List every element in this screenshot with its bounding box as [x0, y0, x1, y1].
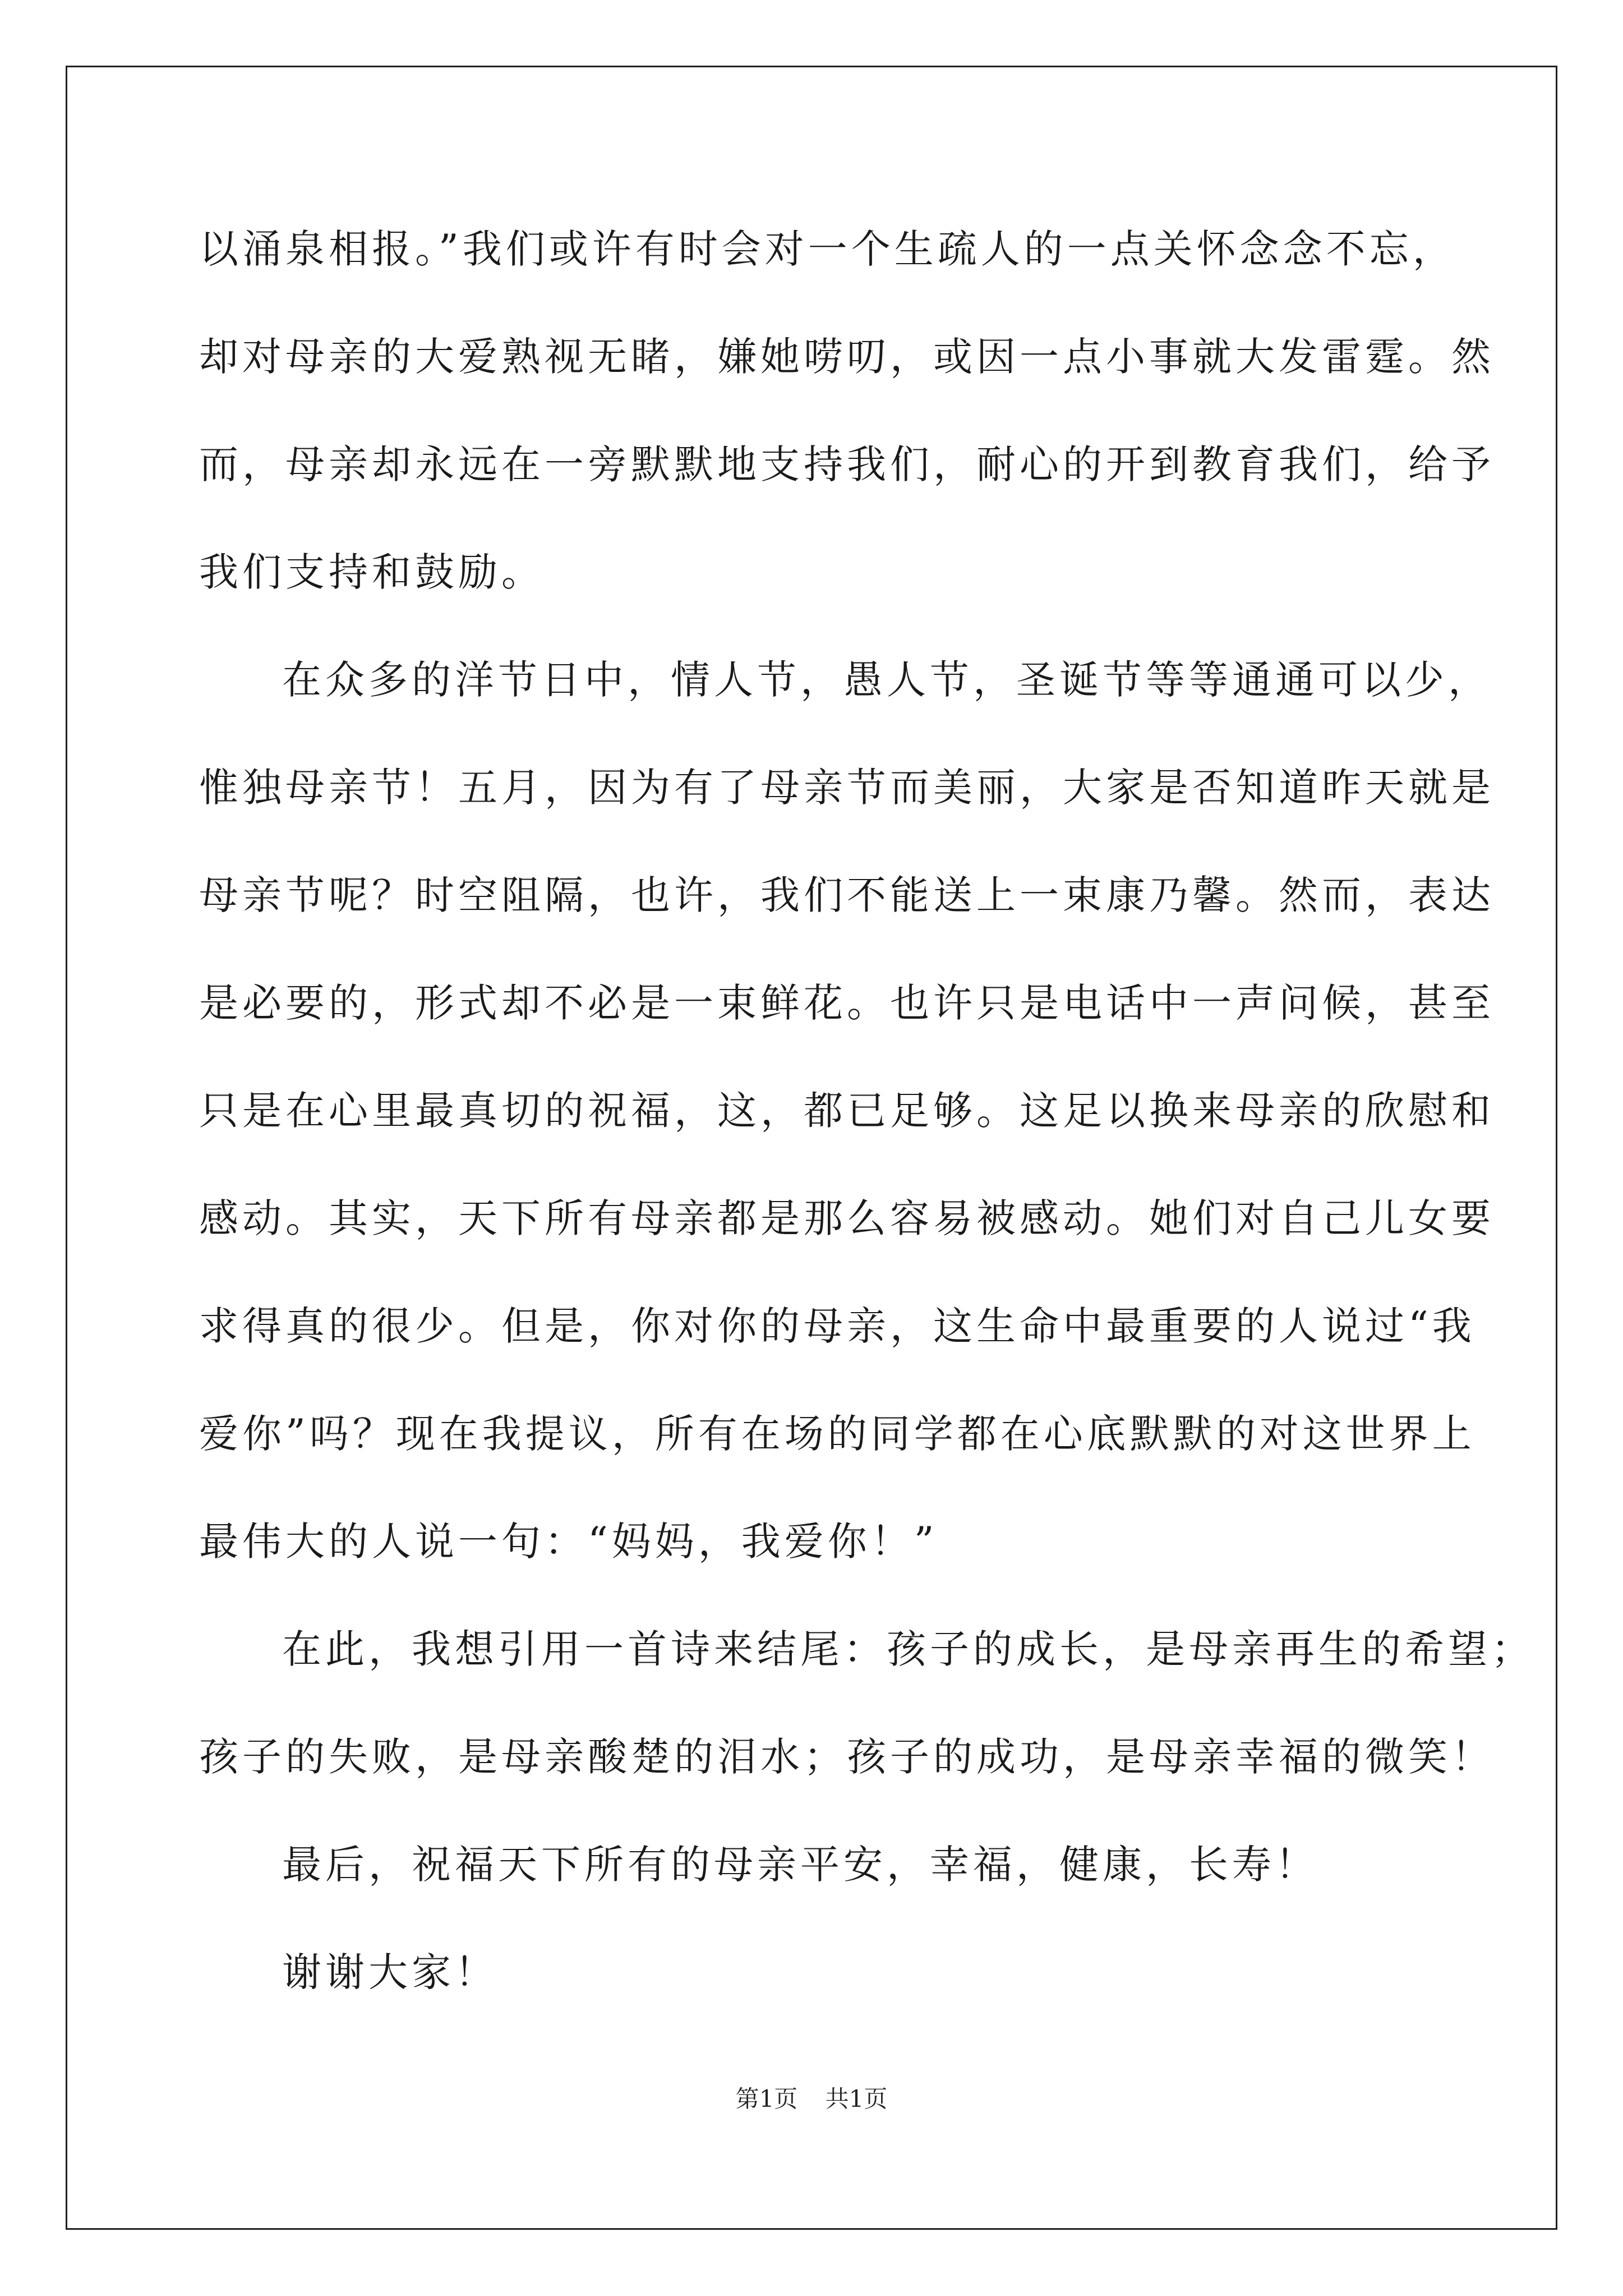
paragraph-first-line: 在此，我想引用一首诗来结尾：孩子的成长，是母亲再生的希望；	[282, 1626, 1534, 1672]
text-line: 最伟大的人说一句：“妈妈，我爱你！”	[199, 1519, 938, 1565]
text-line: 却对母亲的大爱熟视无睹，嫌她唠叨，或因一点小事就大发雷霆。然	[199, 334, 1495, 380]
text-line: 是必要的，形式却不必是一束鲜花。也许只是电话中一声问候，甚至	[199, 980, 1495, 1026]
text-line: 只是在心里最真切的祝福，这，都已足够。这足以换来母亲的欣慰和	[199, 1088, 1495, 1134]
paragraph-first-line: 最后，祝福天下所有的母亲平安，幸福，健康，长寿！	[282, 1842, 1318, 1888]
page-count: 共1页	[825, 2085, 888, 2113]
text-line: 我们支持和鼓励。	[199, 549, 545, 595]
text-line: 母亲节呢？时空阻隔，也许，我们不能送上一束康乃馨。然而，表达	[199, 872, 1495, 918]
page-footer	[0, 2082, 1623, 2116]
paragraph-first-line: 谢谢大家！	[282, 1949, 498, 1995]
text-line: 感动。其实，天下所有母亲都是那么容易被感动。她们对自己儿女要	[199, 1195, 1495, 1241]
page-number: 第1页	[735, 2085, 798, 2113]
text-line: 而，母亲却永远在一旁默默地支持我们，耐心的开到教育我们，给予	[199, 441, 1495, 487]
document-body	[199, 195, 1534, 2026]
paragraph-first-line: 在众多的洋节日中，情人节，愚人节，圣诞节等等通通可以少，	[282, 657, 1491, 703]
text-line: 以涌泉相报。”我们或许有时会对一个生疏人的一点关怀念念不忘，	[199, 226, 1456, 272]
text-line: 爱你”吗？现在我提议，所有在场的同学都在心底默默的对这世界上	[199, 1411, 1476, 1457]
text-line: 求得真的很少。但是，你对你的母亲，这生命中最重要的人说过“我	[199, 1303, 1476, 1349]
text-line: 孩子的失败，是母亲酸楚的泪水；孩子的成功，是母亲幸福的微笑！	[199, 1734, 1495, 1780]
text-line: 惟独母亲节！五月，因为有了母亲节而美丽，大家是否知道昨天就是	[199, 765, 1495, 811]
